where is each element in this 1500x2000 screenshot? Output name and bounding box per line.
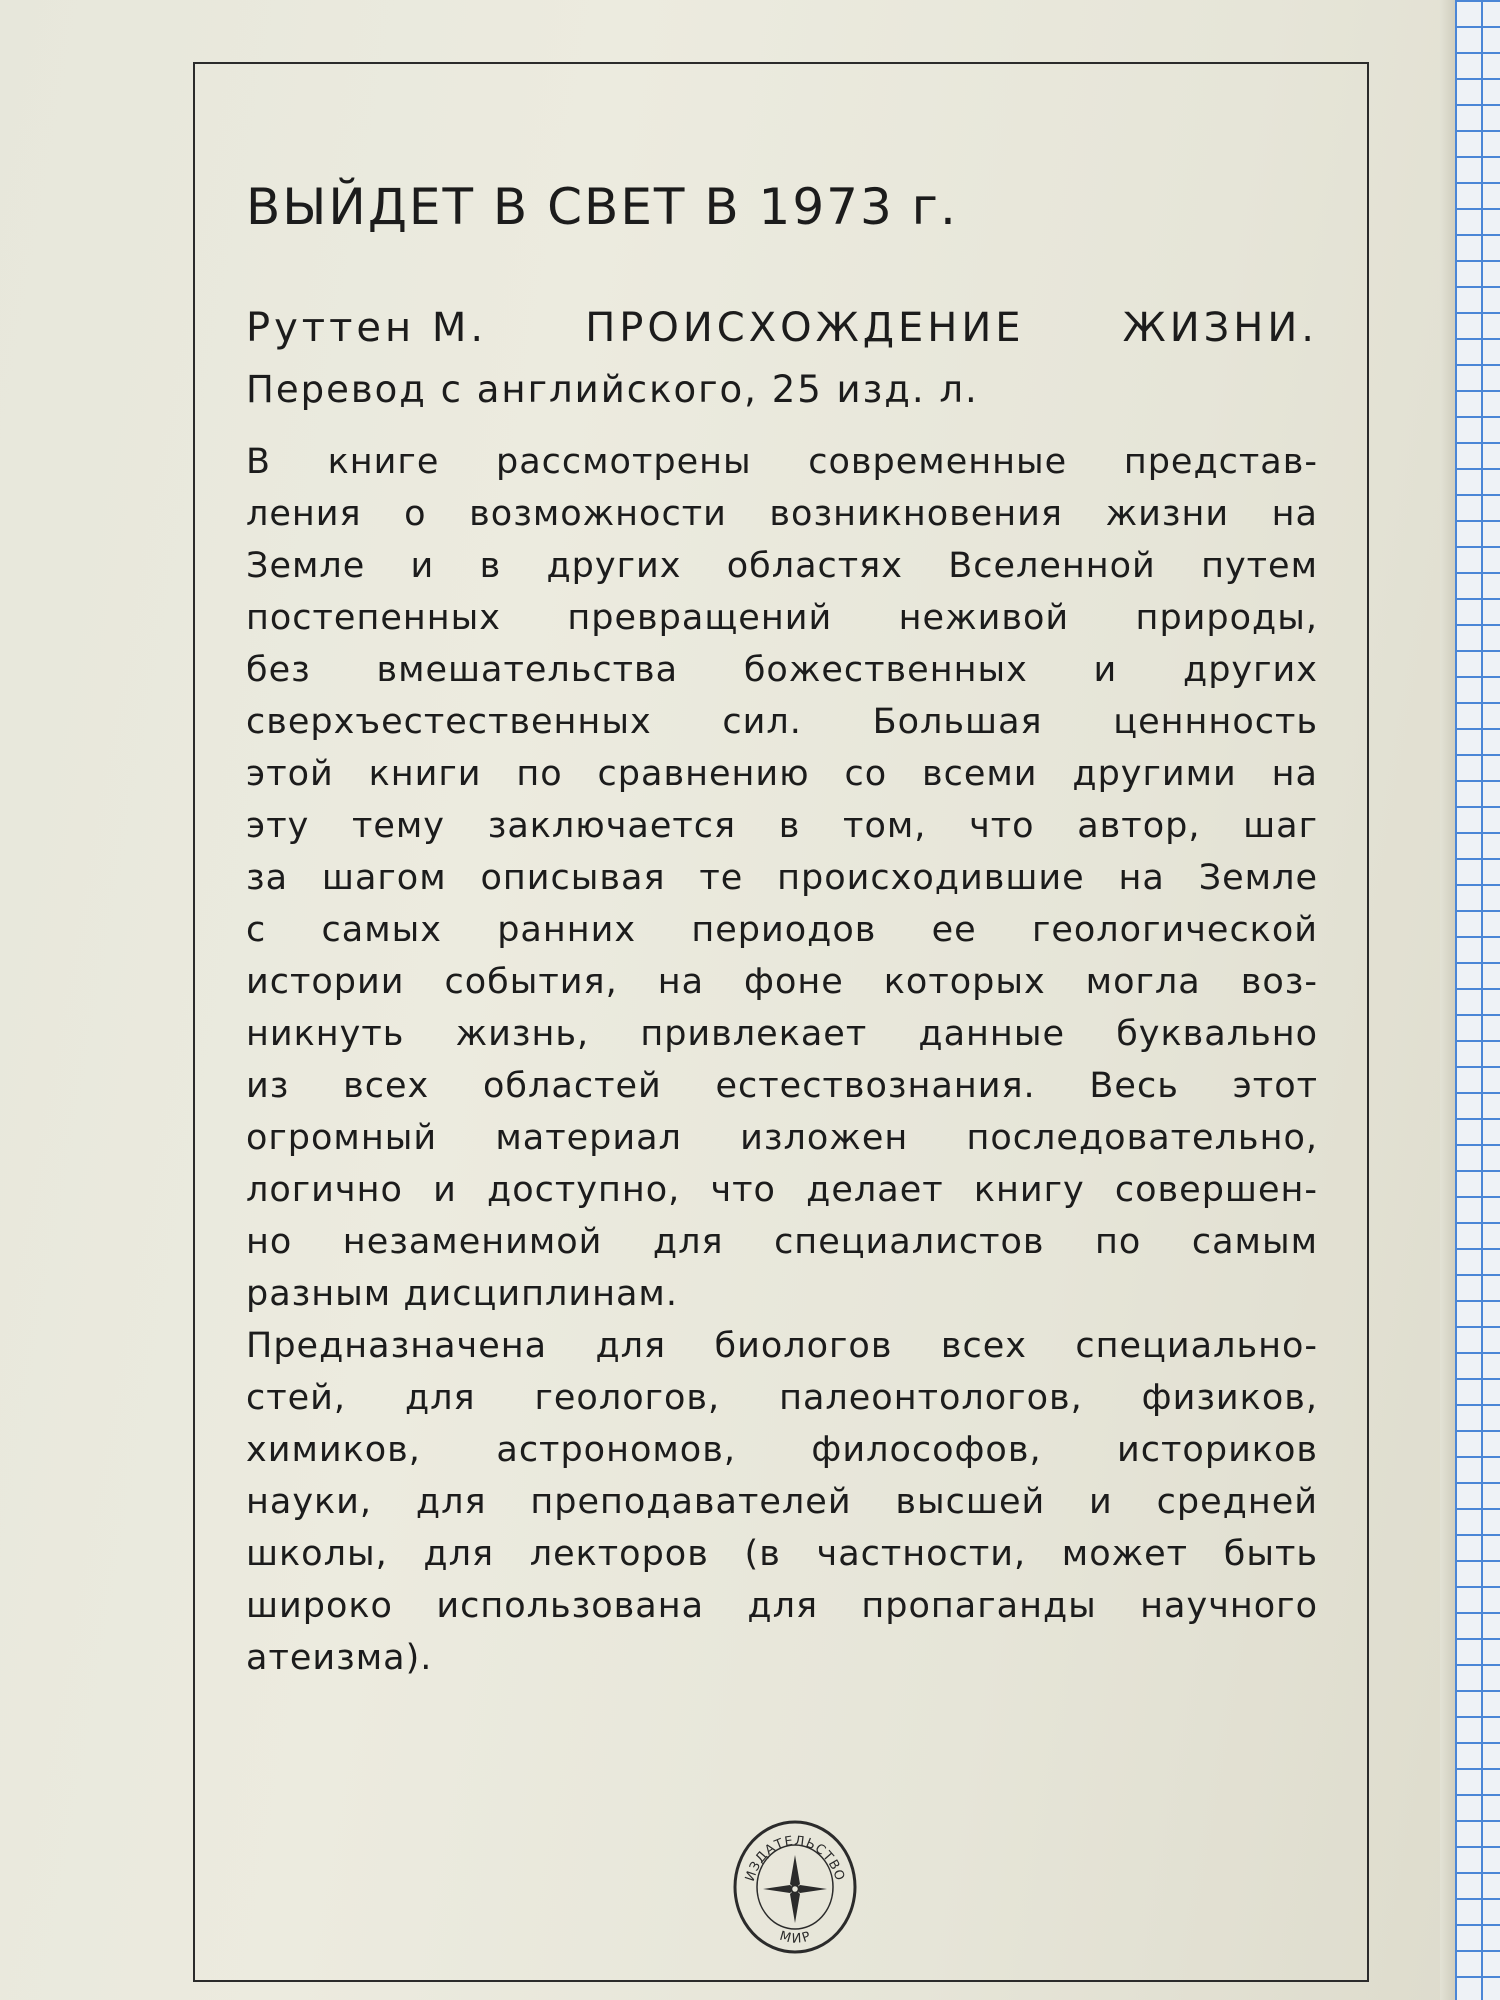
emblem-text-bottom: МИР (777, 1928, 815, 1947)
publisher-compass-emblem-icon (730, 1815, 860, 1955)
description-line: постепенных превращений неживой природы, (246, 598, 1318, 638)
announcement-heading: ВЫЙДЕТ В СВЕТ В 1973 г. (246, 178, 958, 236)
description-line: без вмешательства божественных и других (246, 650, 1318, 690)
description-line: логично и доступно, что делает книгу совершен- (246, 1170, 1318, 1210)
description-line: сверхъестественных сил. Большая ценнность (246, 702, 1318, 742)
book-title-word-1: ПРОИСХОЖДЕНИЕ (585, 305, 1025, 351)
description-line: но незаменимой для специалистов по самым (246, 1222, 1318, 1262)
audience-line: школы, для лекторов (в частности, может быть (246, 1534, 1318, 1574)
description-line: В книге рассмотрены современные представ- (246, 442, 1318, 482)
book-author: Руттен М. (246, 305, 488, 351)
svg-text:МИР (778, 1929, 814, 1947)
emblem-text-top: ИЗДАТЕЛЬСТВО (742, 1833, 848, 1884)
description-line: Земле и в других областях Вселенной путем (246, 546, 1318, 586)
audience-line: Предназначена для биологов всех специально- (246, 1326, 1318, 1366)
description-line: этой книги по сравнению со всеми другими на (246, 754, 1318, 794)
audience-line: широко использована для пропаганды научного (246, 1586, 1318, 1626)
audience-line: атеизма). (246, 1638, 433, 1678)
description-line: разным дисциплинам. (246, 1274, 678, 1314)
book-description (246, 436, 1318, 1684)
book-title-word-2: ЖИЗНИ. (1122, 305, 1318, 351)
description-line: никнуть жизнь, привлекает данные буквально (246, 1014, 1318, 1054)
description-line: ления о возможности возникновения жизни на (246, 494, 1318, 534)
audience-line: стей, для геологов, палеонтологов, физиков, (246, 1378, 1318, 1418)
audience-line: химиков, астрономов, философов, историков (246, 1430, 1318, 1470)
description-line: с самых ранних периодов ее геологической (246, 910, 1318, 950)
description-line: за шагом описывая те происходившие на Земле (246, 858, 1318, 898)
audience-line: науки, для преподавателей высшей и средней (246, 1482, 1318, 1522)
translation-info: Перевод с английского, 25 изд. л. (246, 368, 979, 411)
book-title-line (246, 305, 1318, 351)
description-line: эту тему заключается в том, что автор, шаг (246, 806, 1318, 846)
description-line: истории события, на фоне которых могла воз- (246, 962, 1318, 1002)
description-line: из всех областей естествознания. Весь этот (246, 1066, 1318, 1106)
page-edge (1440, 0, 1456, 2000)
grid-paper-background (1455, 0, 1500, 2000)
description-line: огромный материал изложен последовательно, (246, 1118, 1318, 1158)
